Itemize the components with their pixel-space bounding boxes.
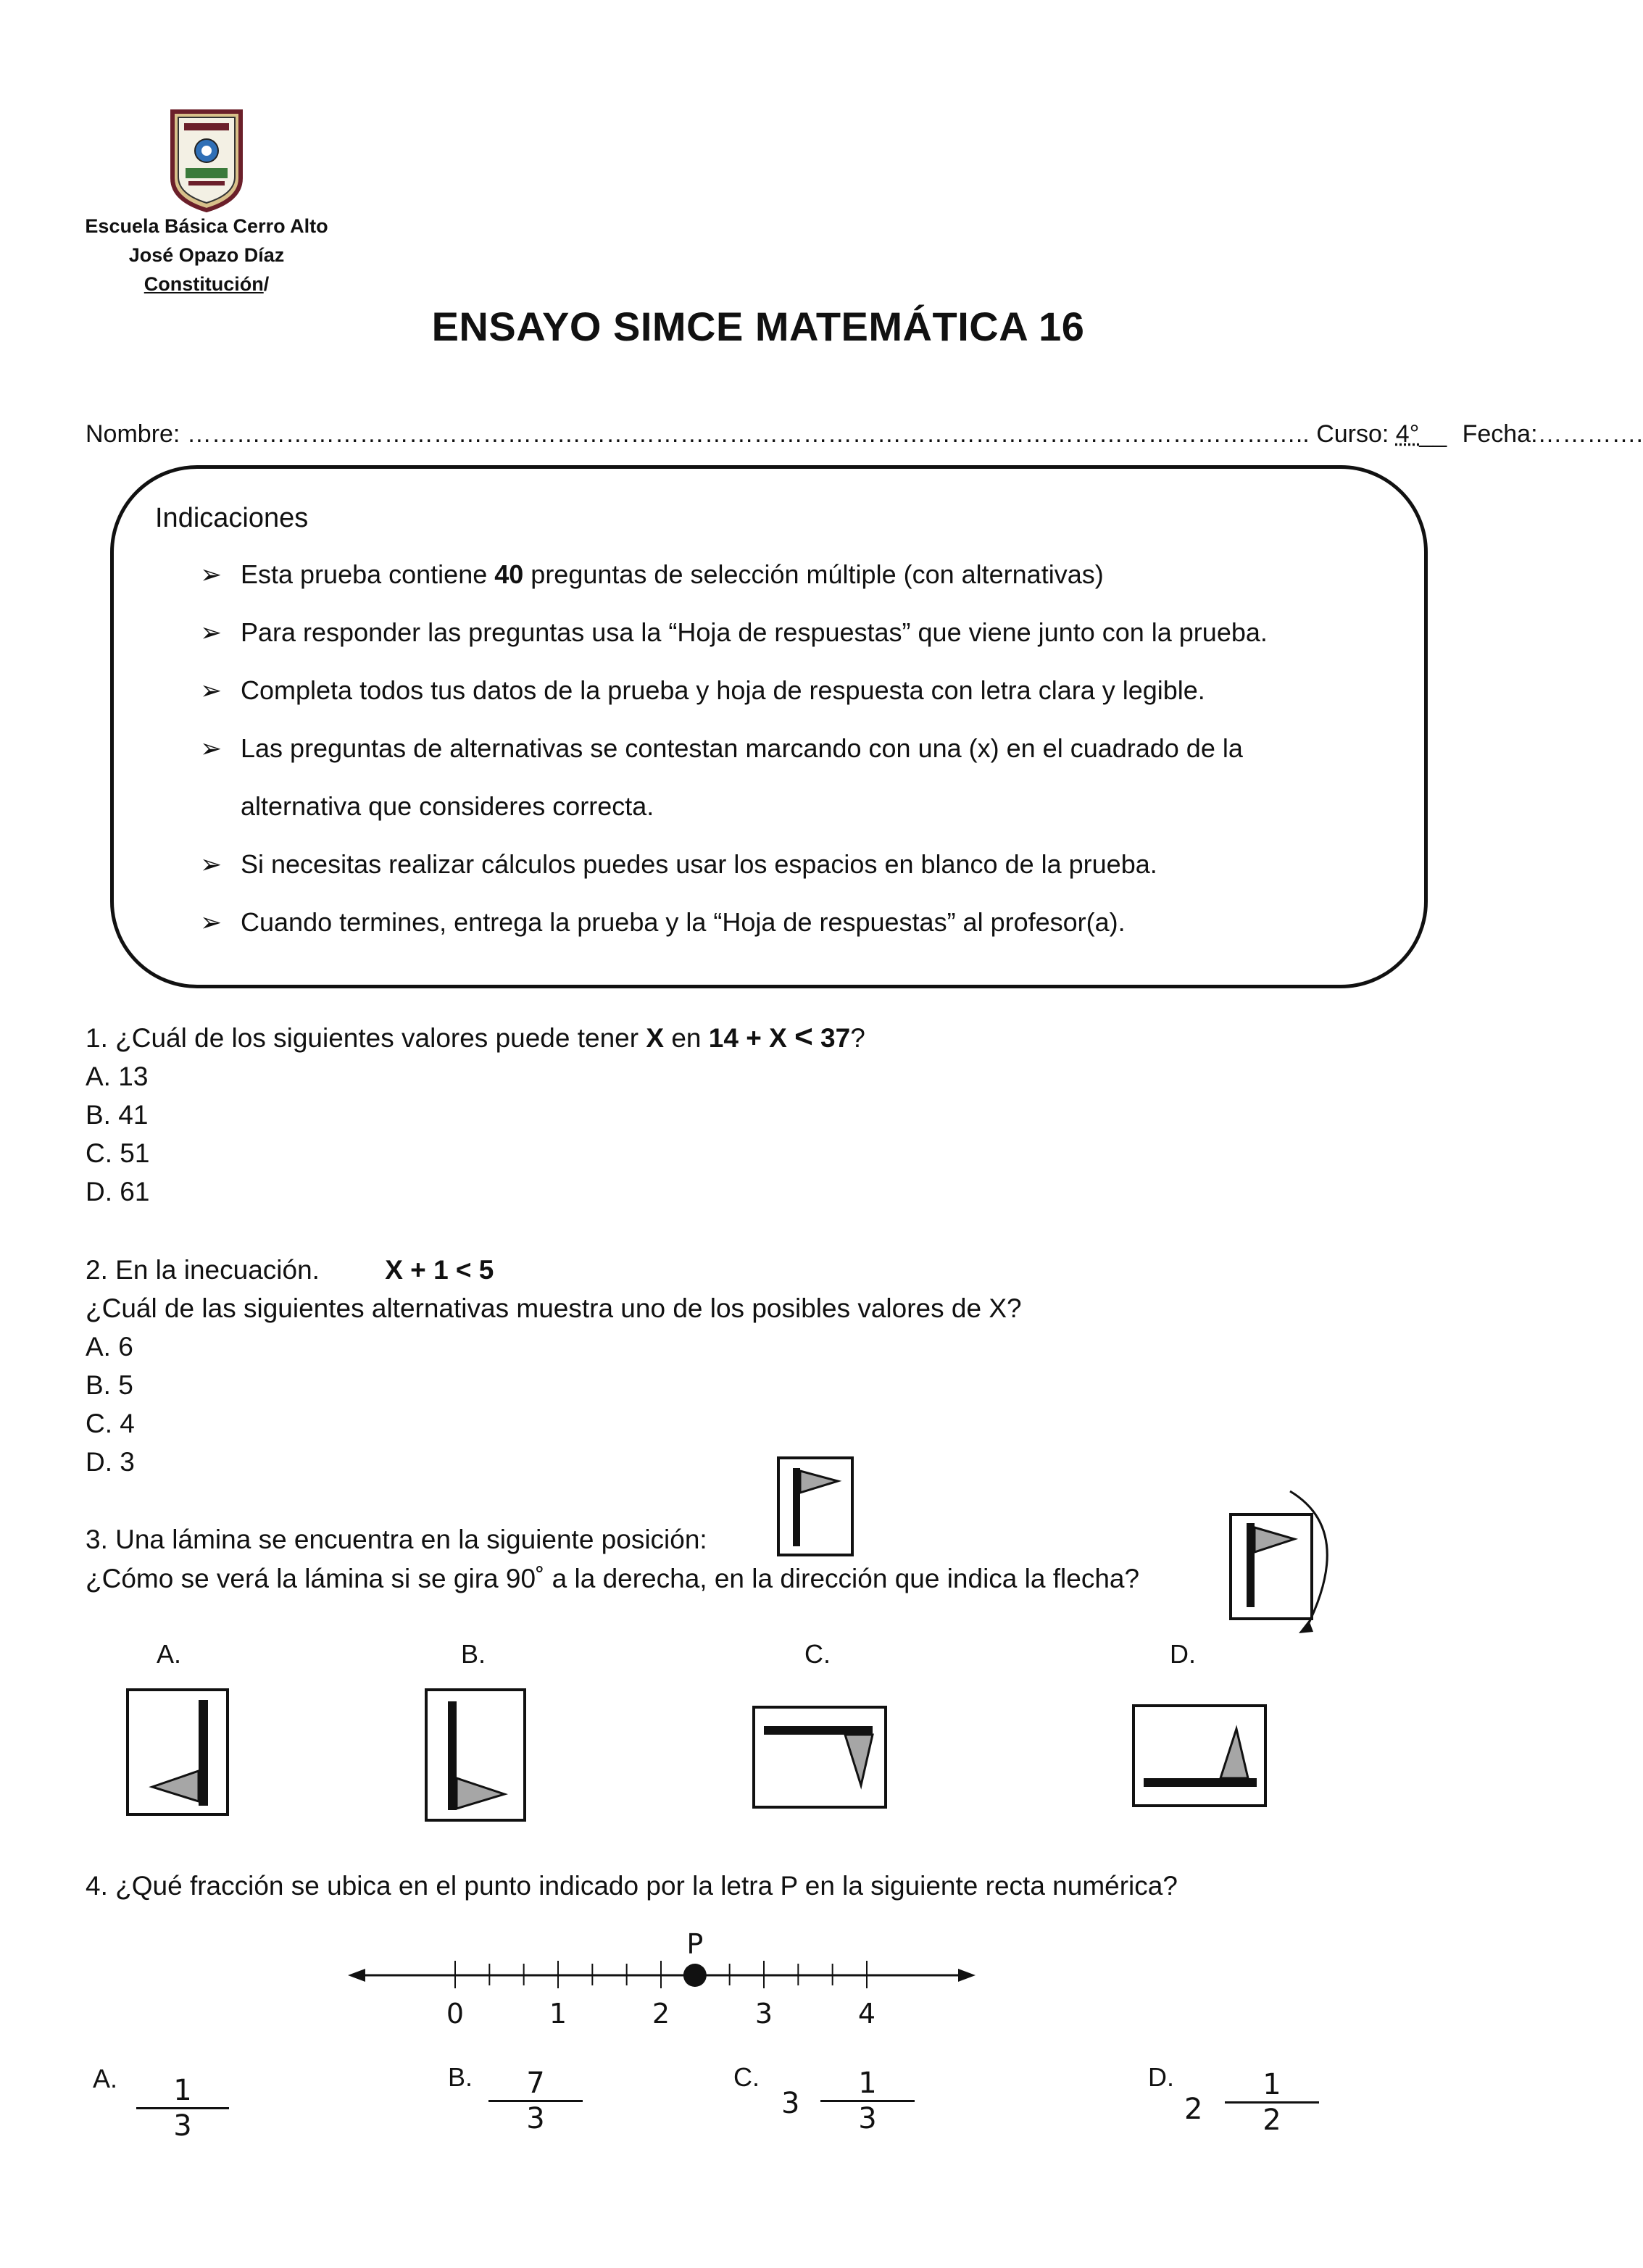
instruction-6-text: Cuando termines, entrega la prueba y la “Hoja de respuestas” al profesor(a). [241, 907, 1126, 937]
curso-value[interactable]: 4° [1395, 420, 1420, 448]
arrow-bullet-icon: ➢ [200, 733, 222, 763]
instruction-1-pre: Esta prueba contiene [241, 559, 495, 589]
student-info-line [86, 420, 1643, 449]
q1-less-than: < [794, 1019, 813, 1054]
school-city: Constitución [143, 273, 264, 295]
arrow-bullet-icon: ➢ [200, 907, 222, 937]
q4-option-a-label[interactable]: A. [93, 2064, 118, 2093]
nombre-label: Nombre: [86, 420, 180, 448]
instructions-title: Indicaciones [155, 503, 309, 533]
q1-pre: 1. ¿Cuál de los siguientes valores puede tener [86, 1023, 646, 1053]
q1-option-a[interactable]: A. 13 [86, 1062, 149, 1091]
question-3-line-2: ¿Cómo se verá la lámina si se gira 90˚ a la derecha, en la dirección que indica la flecha? [86, 1564, 1140, 1593]
q4-c-denominator: 3 [858, 2102, 877, 2135]
question-1 [86, 1017, 865, 1211]
q4-d-numerator: 1 [1263, 2068, 1281, 2101]
q4-b-denominator: 3 [526, 2102, 545, 2135]
arrow-bullet-icon: ➢ [200, 849, 222, 879]
instruction-item-1 [200, 559, 1104, 590]
q2-expression: X + 1 < 5 [385, 1255, 494, 1285]
q4-a-denominator: 3 [173, 2109, 192, 2143]
instruction-item-4-cont: alternativa que consideres correcta. [241, 791, 654, 821]
q3-option-b-flag-icon[interactable] [425, 1688, 526, 1822]
school-name [72, 212, 341, 299]
tick-label-3: 3 [754, 1998, 773, 2030]
q4-option-c-label[interactable]: C. [733, 2062, 760, 2092]
instruction-item-4 [200, 733, 1243, 764]
instruction-2-text: Para responder las preguntas usa la “Hoja de respuestas” que viene junto con la prueba. [241, 617, 1268, 647]
school-line-3 [72, 270, 341, 299]
q2-option-b[interactable]: B. 5 [86, 1370, 133, 1400]
initial-flag-card-icon [777, 1456, 854, 1556]
q4-d-denominator: 2 [1263, 2104, 1281, 2137]
instruction-item-5 [200, 849, 1157, 880]
clockwise-rotation-arrow-icon [1247, 1487, 1355, 1646]
q3-option-c-flag-icon[interactable] [752, 1706, 887, 1809]
fecha-label: Fecha: [1462, 420, 1538, 448]
question-2-line-2: ¿Cuál de las siguientes alternativas muestra uno de los posibles valores de X? [86, 1293, 1022, 1323]
page-title: ENSAYO SIMCE MATEMÁTICA 16 [431, 304, 1085, 349]
q3-option-d-label[interactable]: D. [1170, 1639, 1196, 1669]
q4-option-c-fraction[interactable] [820, 2067, 915, 2135]
q3-option-b-label[interactable]: B. [461, 1639, 486, 1669]
point-p-label: P [686, 1928, 704, 1960]
instruction-1-post: preguntas de selección múltiple (con alternativas) [523, 559, 1104, 589]
q3-option-d-flag-icon[interactable] [1132, 1704, 1267, 1807]
q1-end: ? [850, 1023, 865, 1053]
q4-option-d-fraction[interactable] [1225, 2068, 1319, 2137]
question-4-text: 4. ¿Qué fracción se ubica en el punto indicado por la letra P en la siguiente recta numérica? [86, 1871, 1178, 1901]
q4-c-whole[interactable]: 3 [781, 2087, 800, 2120]
tick-label-2: 2 [652, 1998, 670, 2030]
q3-option-a-label[interactable]: A. [157, 1639, 182, 1669]
q2-option-d[interactable]: D. 3 [86, 1447, 135, 1477]
q4-option-d-label[interactable]: D. [1148, 2062, 1174, 2092]
arrow-bullet-icon: ➢ [200, 675, 222, 705]
q2-intro: 2. En la inecuación. [86, 1255, 320, 1285]
instruction-item-2 [200, 617, 1268, 648]
instruction-4-line-1: Las preguntas de alternativas se contestan marcando con una (x) en el cuadrado de la [241, 733, 1243, 763]
school-crest-logo [168, 109, 245, 212]
curso-label: Curso: [1316, 420, 1389, 448]
q1-option-d[interactable]: D. 61 [86, 1177, 150, 1206]
school-city-suffix: / [263, 273, 270, 295]
q3-option-c-label[interactable]: C. [804, 1639, 831, 1669]
right-arrowhead-icon [958, 1969, 976, 1982]
tick-label-0: 0 [446, 1998, 465, 2030]
question-2 [86, 1251, 1022, 1481]
instruction-item-3 [200, 675, 1205, 706]
q3-option-a-flag-icon[interactable] [126, 1688, 229, 1816]
q4-a-numerator: 1 [173, 2074, 192, 2107]
q1-expression: 14 + X [708, 1023, 787, 1053]
q1-option-b[interactable]: B. 41 [86, 1100, 149, 1130]
q4-c-numerator: 1 [858, 2067, 877, 2100]
q1-variable: X [646, 1023, 665, 1053]
curso-blank: __ [1419, 420, 1447, 448]
arrow-bullet-icon: ➢ [200, 617, 222, 647]
question-1-text [86, 1017, 865, 1057]
q1-number: 37 [820, 1023, 851, 1053]
number-line [348, 1914, 978, 2030]
nombre-field[interactable]: ……………………………………………………………………………………………………………………….. [186, 420, 1310, 448]
left-arrowhead-icon [348, 1969, 365, 1982]
question-2-line-1 [86, 1251, 1022, 1289]
q4-b-numerator: 7 [526, 2067, 545, 2100]
q1-option-c[interactable]: C. 51 [86, 1138, 150, 1168]
tick-label-1: 1 [549, 1998, 567, 2030]
fecha-field[interactable]: …………. [1537, 420, 1643, 448]
point-p-marker [683, 1964, 707, 1987]
q4-option-b-label[interactable]: B. [448, 2062, 473, 2092]
q1-mid: en [664, 1023, 709, 1053]
q2-option-c[interactable]: C. 4 [86, 1409, 135, 1438]
tick-label-4: 4 [857, 1998, 876, 2030]
instruction-3-text: Completa todos tus datos de la prueba y hoja de respuesta con letra clara y legible. [241, 675, 1205, 705]
school-line-2: José Opazo Díaz [128, 244, 285, 266]
instruction-1-bold: 40 [494, 559, 524, 589]
instruction-5-text: Si necesitas realizar cálculos puedes usar los espacios en blanco de la prueba. [241, 849, 1157, 879]
q4-d-whole[interactable]: 2 [1184, 2093, 1203, 2126]
arrow-bullet-icon: ➢ [200, 559, 222, 589]
q4-option-b-fraction[interactable] [488, 2067, 583, 2135]
question-3-line-1: 3. Una lámina se encuentra en la siguiente posición: [86, 1525, 707, 1554]
q4-option-a-fraction[interactable] [136, 2074, 229, 2143]
q2-option-a[interactable]: A. 6 [86, 1332, 133, 1362]
instruction-item-6 [200, 907, 1126, 938]
school-line-1: Escuela Básica Cerro Alto [85, 215, 328, 237]
